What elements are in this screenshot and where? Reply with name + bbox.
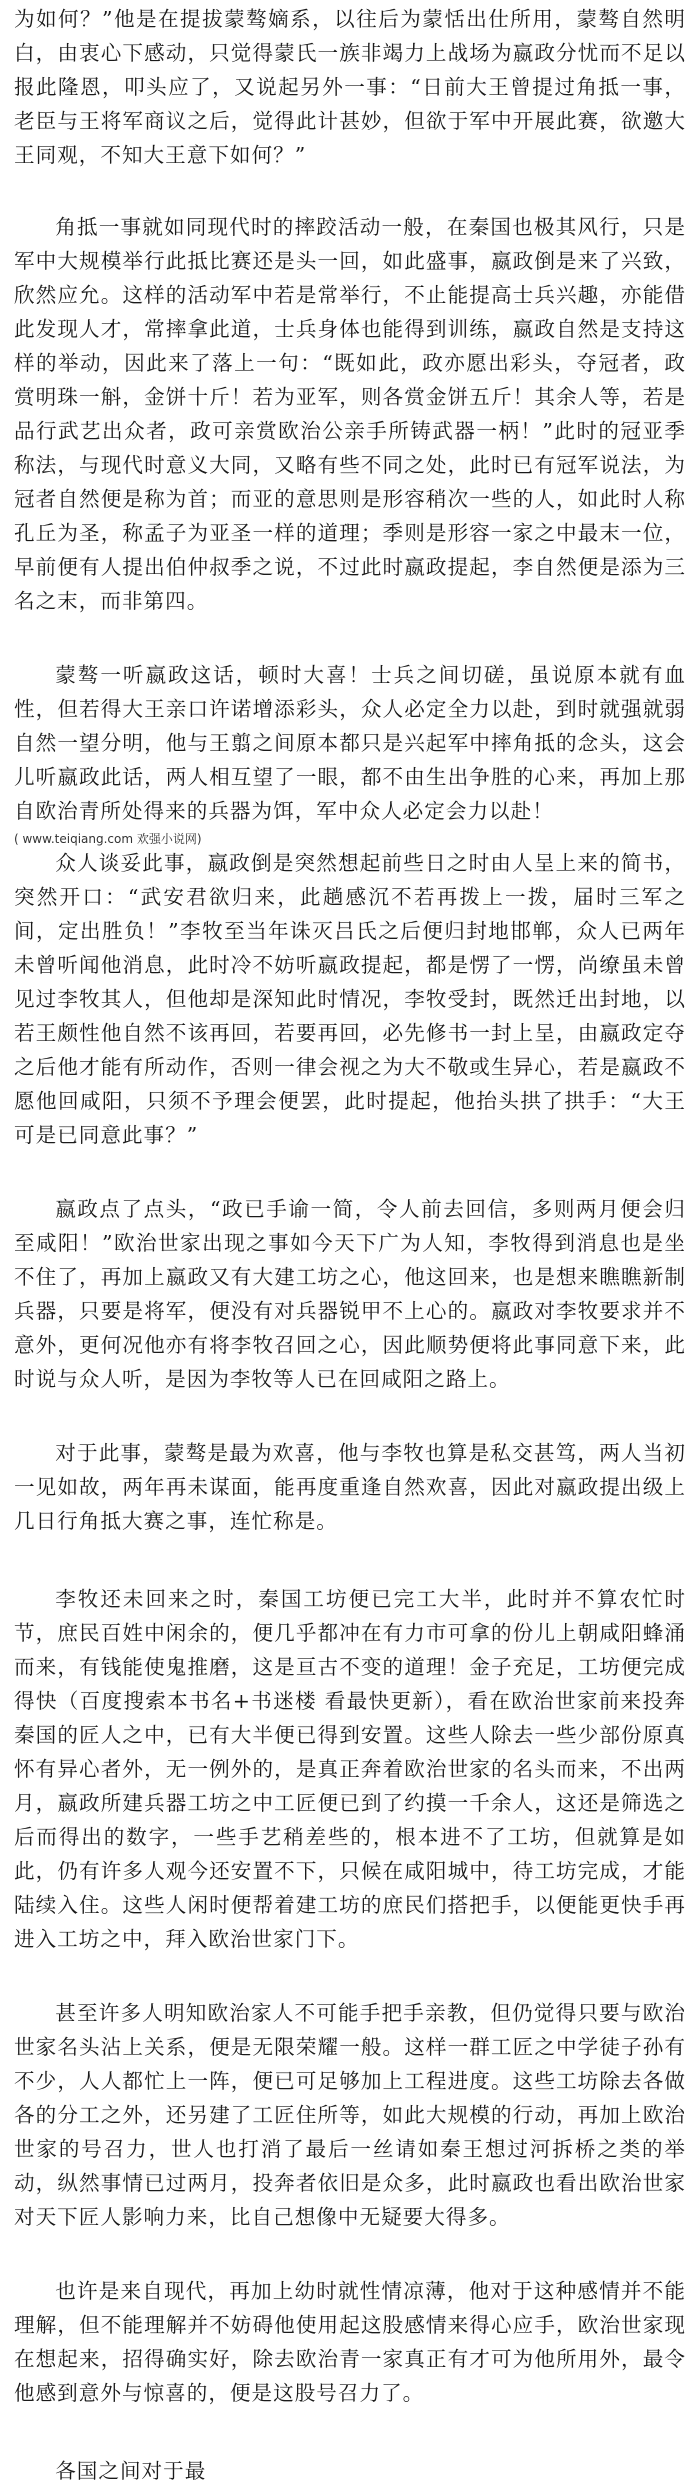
paragraph-9: 也许是来自现代，再加上幼时就性情凉薄，他对于这种感情并不能理解，但不能理解并不妨碍他使用起这股感情来得心应手，欧治世家现在想起来，招得确实好，除去欧治青一家真正有才可为他所用外，最令他感到意外与惊喜的，便是这股号召力了。 [14,2279,686,2405]
paragraph-10: 各国之间对于最 [55,2459,207,2483]
paragraph-2: 角抵一事就如同现代时的摔跤活动一般，在秦国也极其风行，只是军中大规模举行此抵比赛还是头一回，如此盛事，嬴政倒是来了兴致，欣然应允。这样的活动军中若是常举行，不止能提高士兵兴趣，亦能借此发现人才，常摔拿此道，士兵身体也能得到训练，嬴政自然是支持这样的举动，因此来了落上一句：“既如此，政亦愿出彩头，夺冠者，政赏明珠一斛，金饼十斤！若为亚军，则各赏金饼五斤！其余人等，若是品行武艺出众者，政可亲赏欧治公亲手所铸武器一柄！”此时的冠亚季称法，与现代时意义大同，又略有些不同之处，此时已有冠军说法，为冠者自然便是称为首；而亚的意思则是形容稍次一些的人，如此时人称孔丘为圣，称孟子为亚圣一样的道理；季则是形容一家之中最末一位，早前便有人提出伯仲叔季之说，不过此时嬴政提起，李自然便是添为三名之末，而非第四。 [14,215,686,613]
paragraph-7: 李牧还未回来之时，秦国工坊便已完工大半，此时并不算农忙时节，庶民百姓中闲余的，便几乎都冲在有力市可拿的份儿上朝咸阳蜂涌而来，有钱能使鬼推磨，这是亘古不变的道理！金子充足，工坊便完成得快（百度搜索本书名+书迷楼 看最快更新），看在欧治世家前来投奔秦国的匠人之中，已有大半便已得到安置。这些人除去一些少部份原真怀有异心者外，无一例外的，是真正奔着欧治世家的名头而来，不出两月，嬴政所建兵器工坊之中工匠便已到了约摸一千余人，这还是筛选之后而得出的数字，一些手艺稍差些的，根本进不了工坊，但就算是如此，仍有许多人观今还安置不下，只候在咸阳城中，待工坊完成，才能陆续入住。这些人闲时便帮着建工坊的庶民们搭把手，以便能更快手再进入工坊之中，拜入欧治世家门下。 [14,1587,686,1951]
paragraph-4: 众人谈妥此事，嬴政倒是突然想起前些日之时由人呈上来的简书，突然开口：“武安君欲归来，此趟感沉不若再拨上一拨，届时三军之间，定出胜负！”李牧至当年诛灭吕氏之后便归封地邯郸，众人已两年未曾听闻他消息，此时冷不妨听嬴政提起，都是愣了一愣，尚缭虽未曾见过李牧其人，但他却是深知此时情况，李牧受封，既然迁出封地，以若王颇性他自然不该再回，若要再回，必先修书一封上呈，由嬴政定夺之后他才能有所动作，否则一律会视之为大不敬或生异心，若是嬴政不愿他回咸阳，只须不予理会便罢，此时提起，他抬头拱了拱手：“大王可是已同意此事？” [14,851,686,1147]
paragraph-3: 蒙骜一听嬴政这话，顿时大喜！士兵之间切磋，虽说原本就有血性，但若得大王亲口许诺增添彩头，众人必定全力以赴，到时就强就弱自然一望分明，他与王翦之间原本都只是兴起军中摔角抵的念头，这会儿听嬴政此话，两人相互望了一眼，都不由生出争胜的心来，再加上那自欧治青所处得来的兵器为饵，军中众人必定会力以赴！ [14,663,686,823]
paragraph-6: 对于此事，蒙骜是最为欢喜，他与李牧也算是私交甚笃，两人当初一见如故，两年再未谋面，能再度重逢自然欢喜，因此对嬴政提出级上几日行角抵大赛之事，连忙称是。 [14,1441,686,1533]
paragraph-5: 嬴政点了点头，“政已手谕一简，令人前去回信，多则两月便会归至咸阳！”欧治世家出现之事如今天下广为人知，李牧得到消息也是坐不住了，再加上嬴政又有大建工坊之心，他这回来，也是想来瞧瞧新制兵器，只要是将军，便没有对兵器锐甲不上心的。嬴政对李牧要求并不意外，更何况他亦有将李牧召回之心，因此顺势便将此事同意下来，此时说与众人听，是因为李牧等人已在回咸阳之路上。 [14,1197,686,1391]
paragraph-8: 甚至许多人明知欧治家人不可能手把手亲教，但仍觉得只要与欧治世家名头沾上关系，便是无限荣耀一般。这样一群工匠之中学徒子孙有不少，人人都忙上一阵，便已可足够加上工程进度。这些工坊除去各做各的分工之外，还另建了工匠住所等，如此大规模的行动，再加上欧治世家的号召力，世人也打消了最后一丝请如秦王想过河拆桥之类的举动，纵然事情已过两月，投奔者依旧是众多，此时嬴政也看出欧治世家对天下匠人影响力来，比自己想像中无疑要大得多。 [14,2001,686,2229]
paragraph-1: 为如何？”他是在提拔蒙骜嫡系，以往后为蒙恬出仕所用，蒙骜自然明白，由衷心下感动，只觉得蒙氏一族非竭力上战场为嬴政分忧而不足以报此隆恩，叩头应了，又说起另外一事：“日前大王曾提过角抵一事，老臣与王将军商议之后，觉得此计甚妙，但欲于军中开展此赛，欲邀大王同观，不知大王意下如何？” [14,7,686,167]
site-watermark: ( www.teiqiang.com 欢强小说网) [14,832,202,846]
